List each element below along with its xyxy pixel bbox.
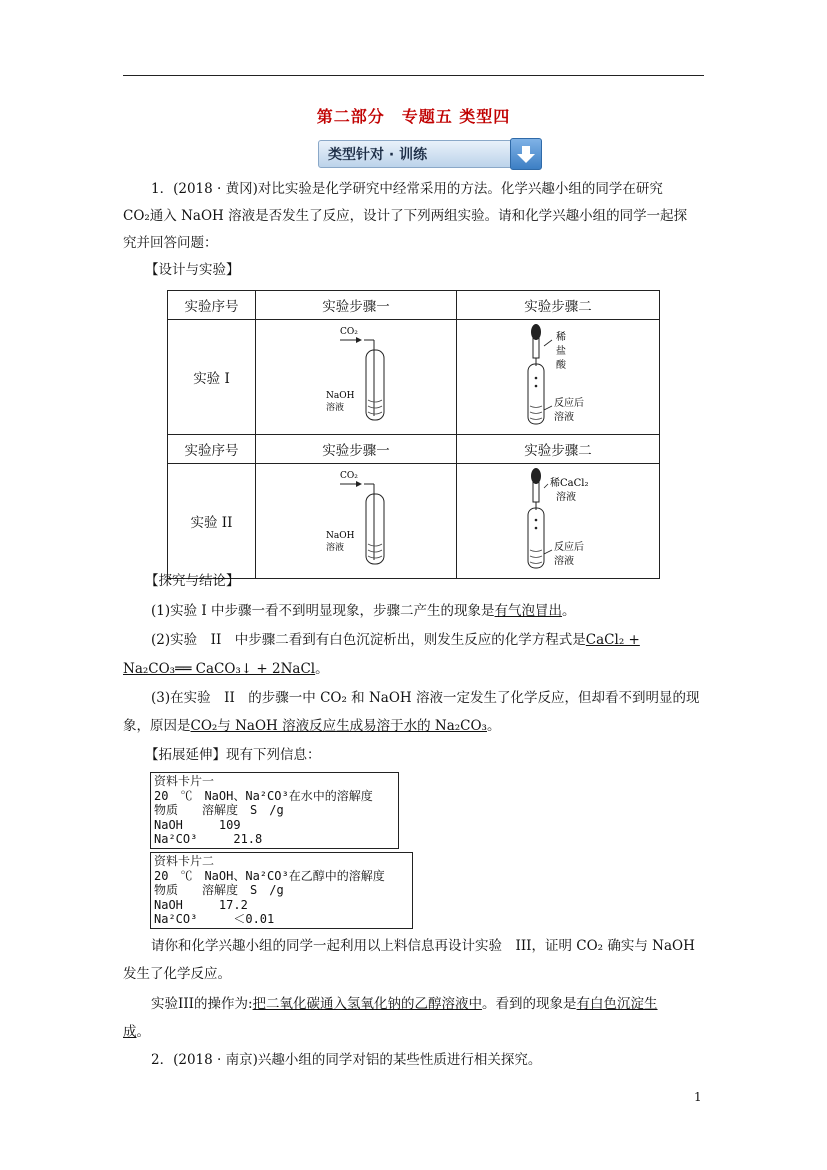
- card-row: NaOH 109: [154, 817, 241, 832]
- page-number: 1: [694, 1090, 702, 1104]
- card-line: 物质 溶解度 S /g: [154, 883, 284, 897]
- answer-2-line2: [123, 656, 704, 683]
- co2-label: CO₂: [340, 327, 358, 337]
- test-tube-co2-figure: [256, 464, 456, 574]
- card-title: 资料卡片一: [154, 774, 215, 788]
- card-row: Na²CO³ ＜0.01: [154, 912, 275, 926]
- exp1-step2-figure: [457, 320, 660, 435]
- table-header-cell: 实验序号: [168, 291, 256, 320]
- answer-2-fill-part1: CaCl₂ +: [585, 632, 640, 648]
- extend-heading: 【拓展延伸】: [145, 747, 226, 763]
- extend-text: 现有下列信息：: [226, 747, 321, 763]
- experiment-2-label: 实验 II: [168, 464, 256, 579]
- exp2-step1-figure: [256, 464, 457, 579]
- naoh-label: NaOH: [326, 391, 355, 401]
- answer-3-line2: [123, 713, 704, 740]
- experiment-1-label: 实验 I: [168, 320, 256, 435]
- answer-2-end: 。: [315, 661, 329, 677]
- table-header-cell: 实验步骤二: [457, 291, 660, 320]
- co2-label: CO₂: [340, 471, 358, 481]
- answer-3-fill: CO₂与 NaOH 溶液反应生成易溶于水的 Na₂CO₃: [190, 718, 487, 734]
- header-rule: [123, 75, 704, 76]
- answer-1: [123, 598, 704, 625]
- card-line: 20 ℃ NaOH、Na²CO³在乙醇中的溶解度: [154, 868, 385, 883]
- phenomenon-question: 。看到的现象是: [482, 996, 577, 1012]
- after-reaction-label: 反应后: [554, 398, 584, 409]
- dropper-cacl2-figure: [458, 464, 658, 574]
- answer-3-end: 。: [486, 718, 501, 734]
- q1-intro-line2: CO₂通入 NaOH 溶液是否发生了反应，设计了下列两组实验。请和化学兴趣小组的同学一起探: [123, 208, 688, 224]
- answer-3-question: 象，原因是: [123, 718, 191, 734]
- card-row: Na²CO³ 21.8: [154, 832, 263, 846]
- experiment-table: [167, 290, 660, 579]
- dropper-acid-figure: [458, 320, 658, 430]
- exp1-step1-figure: [256, 320, 457, 435]
- solution-label: 溶液: [554, 412, 574, 423]
- card-title: 资料卡片二: [154, 854, 215, 868]
- operation-fill: 把二氧化碳通入氢氧化钠的乙醇溶液中: [252, 996, 483, 1012]
- explore-heading: 【探究与结论】: [145, 573, 240, 589]
- table-row: [168, 320, 660, 435]
- answer-3-line1: (3)在实验 II 的步骤一中 CO₂ 和 NaOH 溶液一定发生了化学反应，但却看不到明显的现: [151, 690, 700, 706]
- solution-label: 溶液: [554, 556, 574, 567]
- extend-question-line2: 发生了化学反应。: [123, 966, 231, 982]
- phenomenon-fill-part1: 有白色沉淀生: [576, 996, 658, 1012]
- acid-label: 酸: [556, 360, 566, 371]
- info-card-2: [150, 852, 413, 929]
- solution-label: 溶液: [556, 492, 576, 503]
- acid-label: 稀: [556, 332, 566, 343]
- operation-question: 实验III的操作为:: [151, 996, 253, 1012]
- solution-label: 溶液: [326, 543, 345, 553]
- info-card-1: [150, 772, 399, 849]
- answer-1-fill: 有气泡冒出: [494, 603, 563, 619]
- answer-1-question: (1)实验 I 中步骤一看不到明显现象，步骤二产生的现象是: [151, 603, 495, 619]
- extend-line: [145, 742, 726, 769]
- after-reaction-label: 反应后: [554, 542, 584, 553]
- answer-2-fill-part2: Na₂CO₃══ CaCO₃↓ + 2NaCl: [123, 661, 316, 677]
- table-header-row: [168, 291, 660, 320]
- solution-label: 溶液: [326, 403, 345, 413]
- table-header-cell: 实验步骤一: [256, 291, 457, 320]
- card-line: 物质 溶解度 S /g: [154, 803, 284, 817]
- phenomenon-fill-part2: 成: [123, 1024, 137, 1040]
- q1-intro-line3: 究并回答问题：: [123, 235, 218, 251]
- q1-intro-line1: 1．(2018 · 黄冈)对比实验是化学研究中经常采用的方法。化学兴趣小组的同学在研究: [151, 181, 663, 197]
- answer-2-line1: [123, 627, 704, 654]
- card-row: NaOH 17.2: [154, 897, 248, 912]
- down-arrow-icon: [510, 138, 542, 170]
- table-row: [168, 464, 660, 579]
- page-title: 第二部分 专题五 类型四: [316, 107, 511, 126]
- section-banner: [318, 138, 538, 168]
- exp2-step2-figure: [457, 464, 660, 579]
- phenomenon-end: 。: [136, 1024, 150, 1040]
- banner-label: 类型针对 · 训练: [328, 147, 428, 163]
- test-tube-co2-figure: [256, 320, 456, 430]
- q2-intro: 2．(2018 · 南京)兴趣小组的同学对铝的某些性质进行相关探究。: [151, 1052, 542, 1068]
- operation-line1: [123, 991, 704, 1018]
- answer-1-end: 。: [562, 603, 576, 619]
- extend-question-line1: 请你和化学兴趣小组的同学一起利用以上料信息再设计实验 III，证明 CO₂ 确实与 NaOH: [151, 938, 695, 954]
- card-line: 20 ℃ NaOH、Na²CO³在水中的溶解度: [154, 788, 373, 803]
- table-header-cell: 实验步骤一: [256, 435, 457, 464]
- acid-label: 盐: [556, 346, 566, 357]
- table-header-cell: 实验步骤二: [457, 435, 660, 464]
- table-header-cell: 实验序号: [168, 435, 256, 464]
- answer-2-question: (2)实验 II 中步骤二看到有白色沉淀析出，则发生反应的化学方程式是: [151, 632, 586, 648]
- table-header-row: [168, 435, 660, 464]
- naoh-label: NaOH: [326, 531, 355, 541]
- cacl2-label: 稀CaCl₂: [550, 478, 589, 489]
- design-heading: 【设计与实验】: [145, 262, 240, 278]
- operation-line2: [123, 1019, 704, 1046]
